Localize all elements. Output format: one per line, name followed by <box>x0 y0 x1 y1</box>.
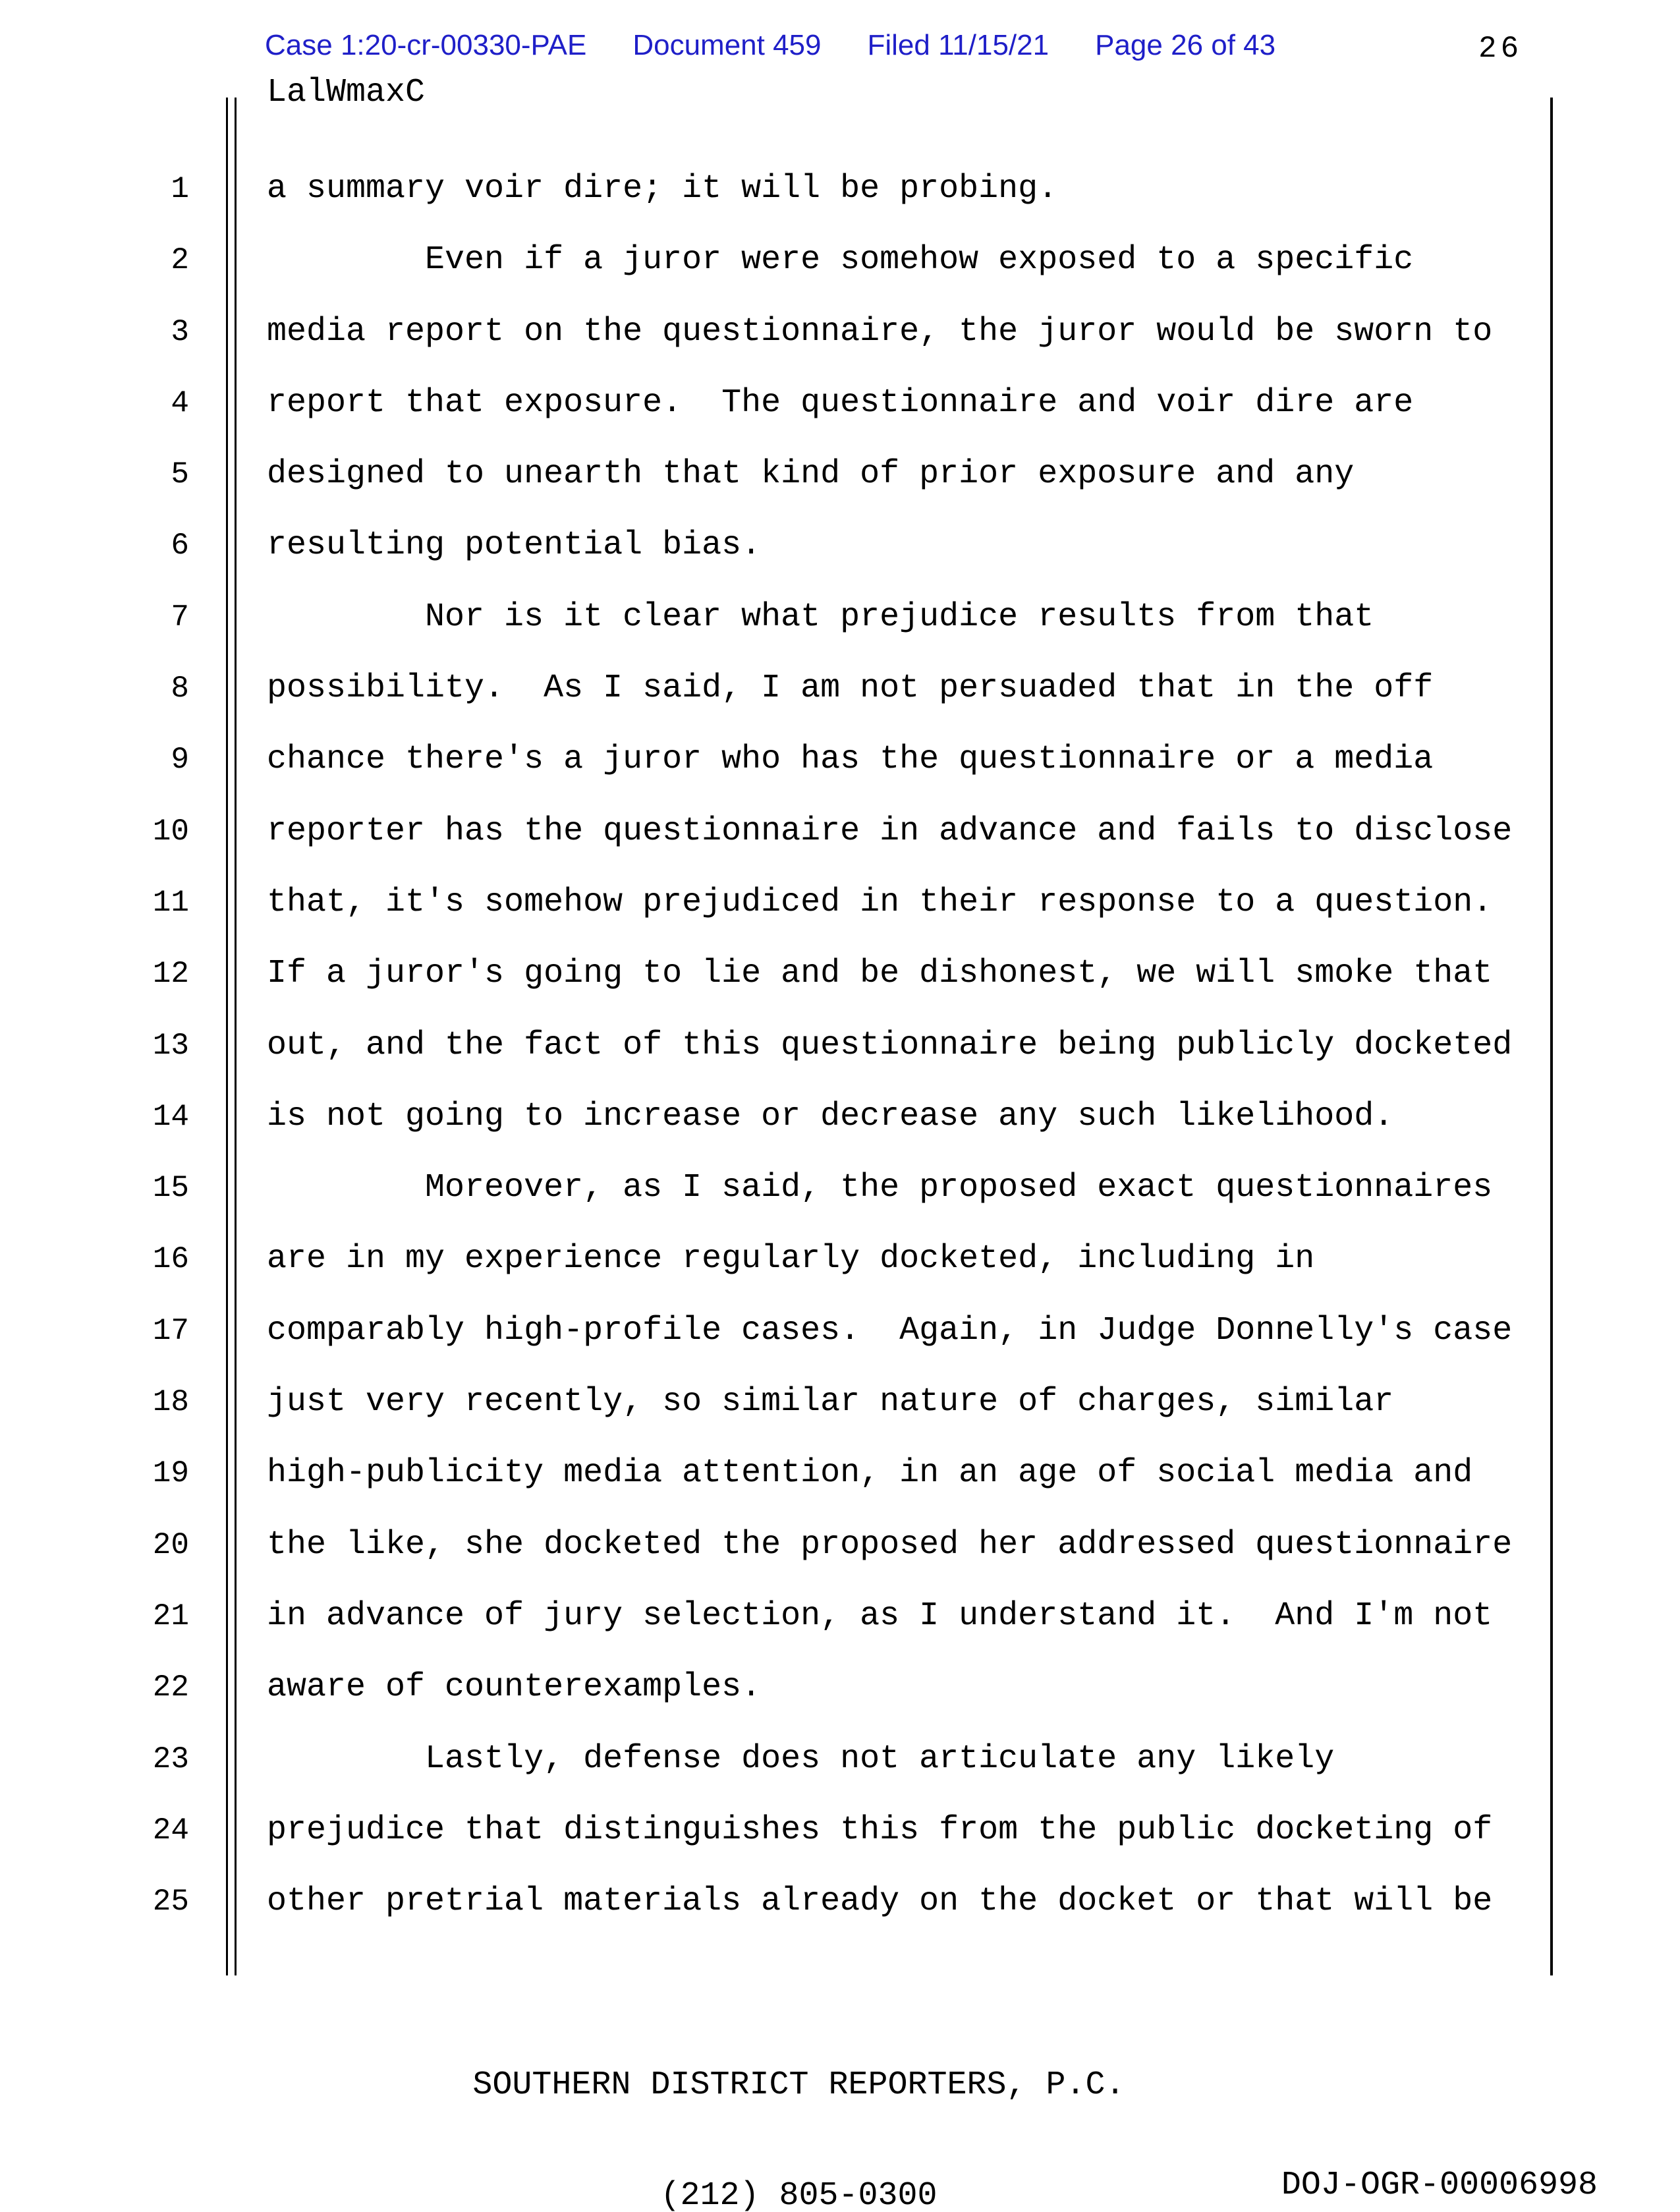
line-text: reporter has the questionnaire in advance and fails to disclose <box>267 812 1513 850</box>
line-text: are in my experience regularly docketed, including in <box>267 1240 1315 1278</box>
transcript-line <box>0 1367 1680 1438</box>
line-number: 13 <box>152 1028 189 1063</box>
line-text: in advance of jury selection, as I understand it. And I'm not <box>267 1597 1493 1635</box>
line-number: 5 <box>171 457 189 492</box>
line-text: Moreover, as I said, the proposed exact questionnaires <box>267 1169 1493 1207</box>
line-text: media report on the questionnaire, the juror would be sworn to <box>267 312 1493 351</box>
line-number: 2 <box>171 243 189 278</box>
reporter-phone: (212) 805-0300 <box>660 2177 938 2212</box>
transcript-line <box>0 368 1680 439</box>
transcript-page-number: 26 <box>1478 32 1523 66</box>
line-text: designed to unearth that kind of prior exposure and any <box>267 455 1355 494</box>
line-text: out, and the fact of this questionnaire being publicly docketed <box>267 1026 1513 1064</box>
line-number: 10 <box>152 814 189 849</box>
transcript-line <box>0 297 1680 368</box>
line-text: If a juror's going to lie and be dishonest, we will smoke that <box>267 955 1493 993</box>
line-text: just very recently, so similar nature of charges, similar <box>267 1383 1394 1421</box>
transcript-line <box>0 1795 1680 1866</box>
line-text: possibility. As I said, I am not persuaded that in the off <box>267 669 1434 708</box>
line-number: 11 <box>152 885 189 920</box>
transcript-line <box>0 653 1680 724</box>
line-text: the like, she docketed the proposed her addressed questionnaire <box>267 1525 1513 1564</box>
transcript-line <box>0 867 1680 938</box>
transcript-line <box>0 439 1680 510</box>
transcript-line <box>0 724 1680 795</box>
line-text: Even if a juror were somehow exposed to a specific <box>267 241 1414 279</box>
transcript-line <box>0 1866 1680 1937</box>
line-text: aware of counterexamples. <box>267 1668 762 1707</box>
filed-date-label: Filed 11/15/21 <box>867 29 1050 61</box>
transcript-body <box>0 154 1680 1937</box>
line-text: prejudice that distinguishes this from the public docketing of <box>267 1811 1493 1849</box>
transcript-line <box>0 582 1680 653</box>
line-number: 8 <box>171 671 189 706</box>
line-number: 25 <box>152 1885 189 1919</box>
line-number: 17 <box>152 1313 189 1348</box>
line-number: 4 <box>171 385 189 420</box>
line-number: 19 <box>152 1456 189 1491</box>
line-number: 12 <box>152 957 189 992</box>
bates-number: DOJ-OGR-00006998 <box>1281 2167 1598 2204</box>
page-of-label: Page 26 of 43 <box>1095 29 1276 61</box>
line-text: a summary voir dire; it will be probing. <box>267 170 1058 208</box>
transcript-line <box>0 1295 1680 1367</box>
reporter-footer <box>264 1993 1334 2212</box>
line-text: is not going to increase or decrease any such likelihood. <box>267 1097 1394 1135</box>
line-number: 14 <box>152 1099 189 1134</box>
line-number: 6 <box>171 528 189 563</box>
transcript-line <box>0 1438 1680 1509</box>
line-text: comparably high-profile cases. Again, in Judge Donnelly's case <box>267 1311 1513 1349</box>
line-number: 1 <box>171 172 189 206</box>
line-number: 16 <box>152 1242 189 1277</box>
line-number: 3 <box>171 314 189 349</box>
line-number: 18 <box>152 1385 189 1420</box>
transcript-line <box>0 1224 1680 1295</box>
transcript-line <box>0 1510 1680 1581</box>
reporter-name: SOUTHERN DISTRICT REPORTERS, P.C. <box>472 2066 1125 2104</box>
court-filing-header <box>265 29 1275 62</box>
transcript-line <box>0 1724 1680 1795</box>
transcript-line <box>0 1152 1680 1224</box>
line-number: 9 <box>171 743 189 778</box>
line-text: other pretrial materials already on the docket or that will be <box>267 1883 1493 1921</box>
line-number: 15 <box>152 1171 189 1206</box>
line-text: high-publicity media attention, in an age of social media and <box>267 1454 1473 1492</box>
case-number-label: Case 1:20-cr-00330-PAE <box>265 29 587 61</box>
transcript-line <box>0 1581 1680 1652</box>
line-text: chance there's a juror who has the questionnaire or a media <box>267 741 1434 779</box>
line-text: report that exposure. The questionnaire and voir dire are <box>267 383 1414 422</box>
line-text: that, it's somehow prejudiced in their response to a question. <box>267 883 1493 921</box>
transcript-line <box>0 225 1680 296</box>
transcript-line <box>0 1081 1680 1152</box>
line-number: 23 <box>152 1742 189 1776</box>
line-text: Lastly, defense does not articulate any likely <box>267 1740 1335 1778</box>
line-text: Nor is it clear what prejudice results from that <box>267 598 1374 636</box>
transcript-line <box>0 1652 1680 1723</box>
transcript-line <box>0 1010 1680 1081</box>
transcript-line <box>0 154 1680 225</box>
line-text: resulting potential bias. <box>267 526 762 565</box>
line-number: 7 <box>171 600 189 635</box>
transcript-line <box>0 796 1680 867</box>
transcript-line <box>0 510 1680 581</box>
line-number: 24 <box>152 1813 189 1848</box>
transcript-session-id: LalWmaxC <box>267 74 426 111</box>
document-number-label: Document 459 <box>632 29 822 61</box>
line-number: 20 <box>152 1527 189 1562</box>
line-number: 21 <box>152 1599 189 1633</box>
transcript-line <box>0 938 1680 1009</box>
line-number: 22 <box>152 1670 189 1705</box>
